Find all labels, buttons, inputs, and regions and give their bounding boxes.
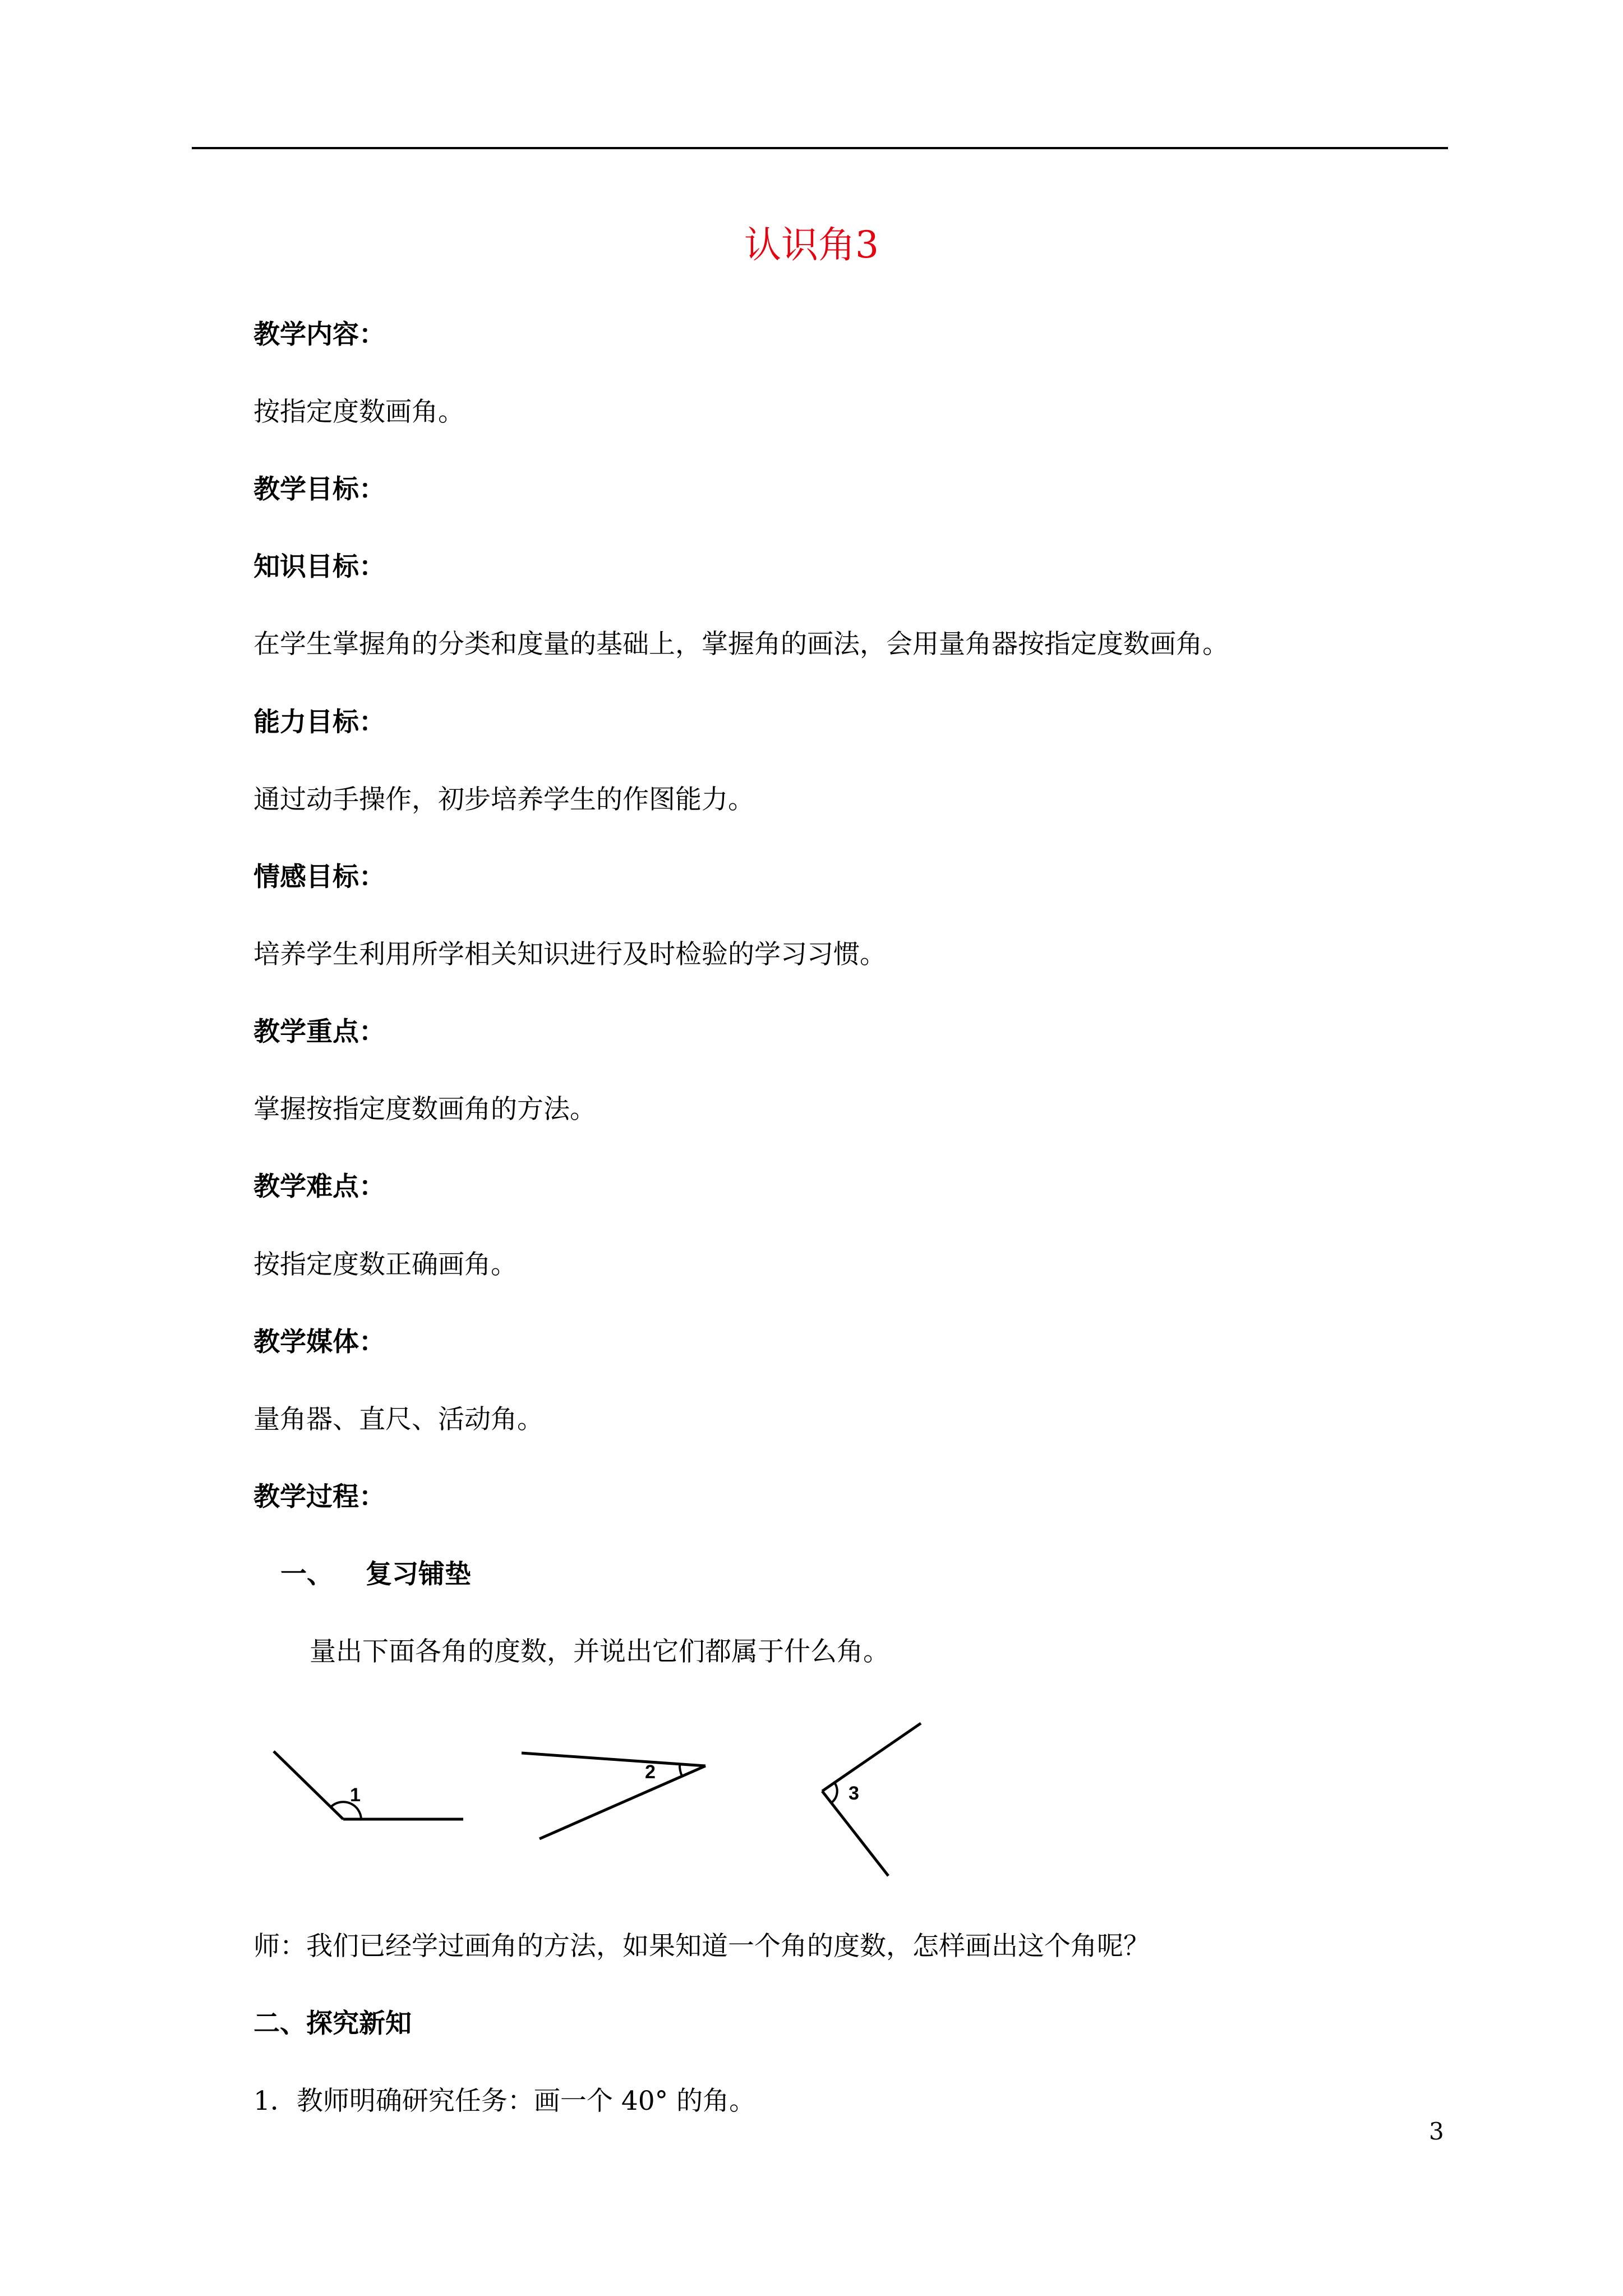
teacher-question: 师：我们已经学过画角的方法，如果知道一个角的度数，怎样画出这个角呢？ [253, 1931, 1150, 1962]
page-number: 3 [1429, 2118, 1444, 2145]
goals-heading: 教学目标： [253, 474, 385, 505]
step1-heading [280, 1555, 471, 1594]
document-title: 认识角3 [744, 223, 879, 266]
angle-3-label: 3 [849, 1783, 859, 1804]
process-heading: 教学过程： [253, 1481, 385, 1512]
task-text: 1．教师明确研究任务：画一个 40° 的角。 [253, 2086, 756, 2116]
content-text: 按指定度数画角。 [253, 397, 464, 427]
media-heading: 教学媒体： [253, 1327, 385, 1358]
angle-2-arc [680, 1764, 682, 1776]
angle-2-ray-top [522, 1753, 706, 1766]
angle-2-diagram [522, 1753, 706, 1839]
step1-instruction: 量出下面各角的度数，并说出它们都属于什么角。 [310, 1636, 889, 1667]
media-text: 量角器、直尺、活动角。 [253, 1404, 543, 1435]
angle-1-label: 1 [350, 1784, 361, 1806]
angle-3-diagram [822, 1723, 921, 1876]
emotion-goal-text: 培养学生利用所学相关知识进行及时检验的学习习惯。 [253, 939, 886, 970]
step1-title: 复习铺垫 [366, 1559, 471, 1590]
ability-goal-heading: 能力目标： [253, 707, 385, 738]
knowledge-goal-heading: 知识目标： [253, 551, 385, 582]
step2-heading: 二、探究新知 [253, 2008, 412, 2039]
angle-1-ray-left [274, 1751, 343, 1819]
content-heading: 教学内容： [253, 319, 385, 350]
angle-3-ray-top [822, 1723, 921, 1791]
key-point-text: 掌握按指定度数画角的方法。 [253, 1094, 596, 1125]
step1-number: 一、 [280, 1559, 333, 1590]
difficulty-heading: 教学难点： [253, 1171, 385, 1202]
header-rule [192, 147, 1448, 149]
angle-1-diagram [274, 1751, 463, 1819]
emotion-goal-heading: 情感目标： [253, 862, 385, 892]
angle-2-label: 2 [645, 1761, 656, 1783]
angle-2-ray-bottom [540, 1766, 706, 1839]
angles-figure [0, 1683, 1623, 1885]
difficulty-text: 按指定度数正确画角。 [253, 1249, 517, 1280]
ability-goal-text: 通过动手操作，初步培养学生的作图能力。 [253, 784, 754, 815]
key-point-heading: 教学重点： [253, 1016, 385, 1047]
knowledge-goal-text: 在学生掌握角的分类和度量的基础上，掌握角的画法，会用量角器按指定度数画角。 [253, 629, 1229, 660]
